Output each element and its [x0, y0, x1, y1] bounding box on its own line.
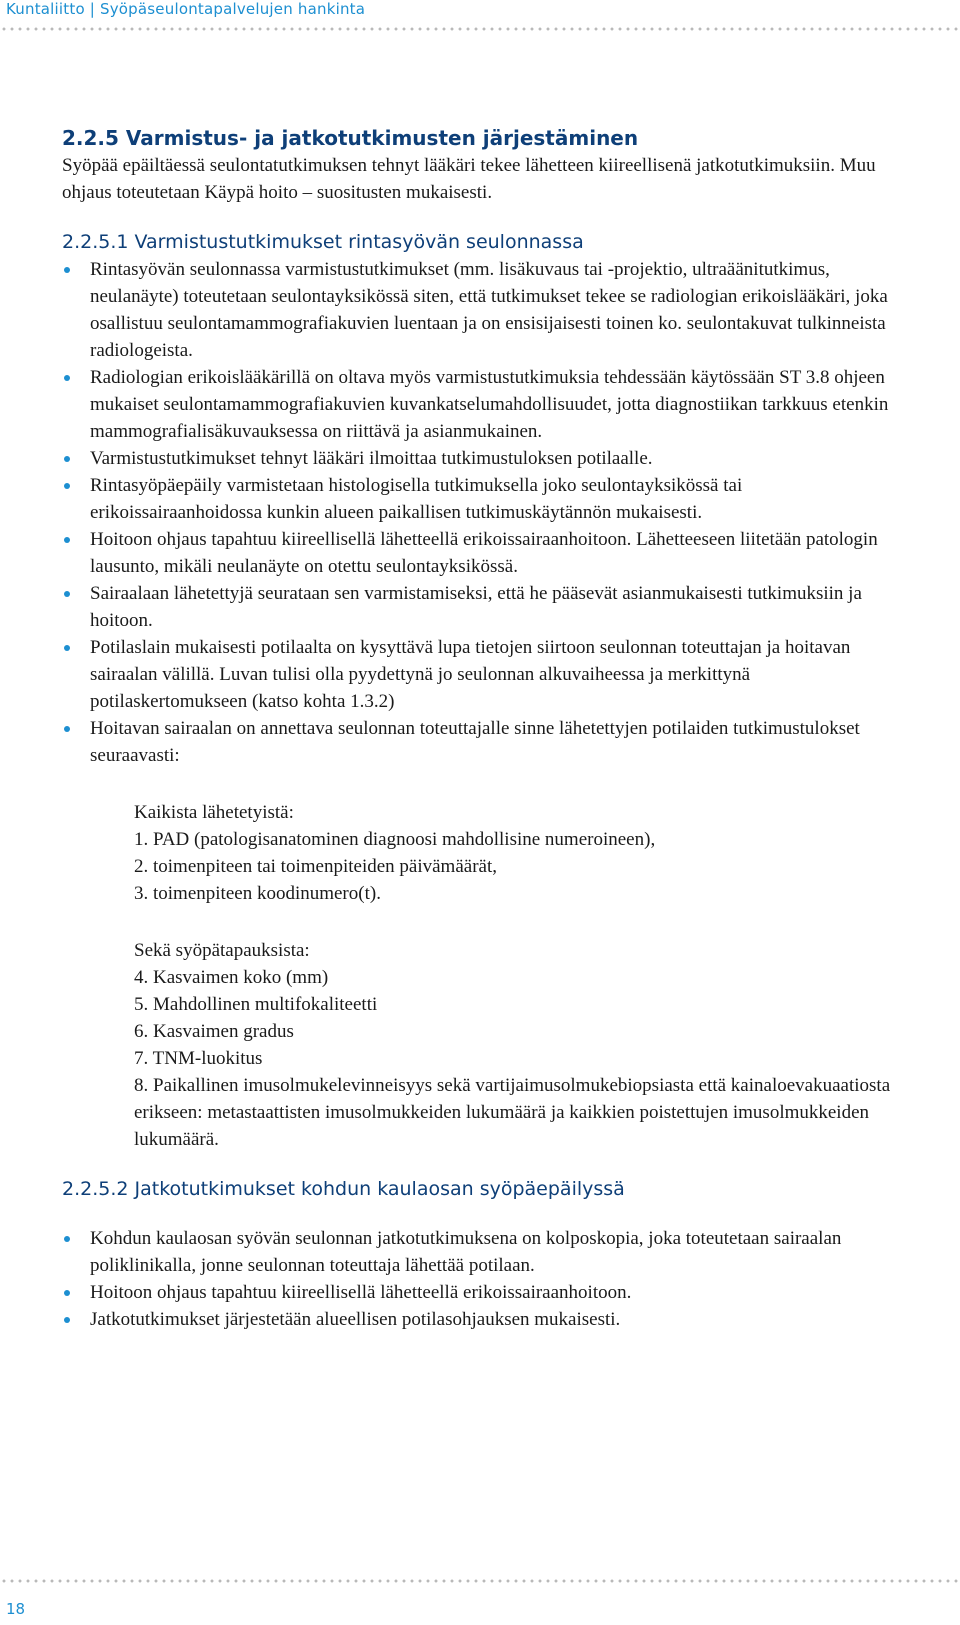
page-number: 18 [6, 1600, 26, 1618]
results-list-item: 8. Paikallinen imusolmukelevinneisyys sekä vartijaimusolmukebiopsiasta että kainaloevakuaatiosta erikseen: metastaattisten imusolmukkeiden lukumäärä ja kaikkien poistettujen imusolmukkeiden lukumäärä. [134, 1075, 891, 1150]
list-item: Hoitoon ohjaus tapahtuu kiireellisellä lähetteellä erikoissairaanhoitoon. Lähetteeseen liitetään patologin lausunto, mikäli neulanäyte on otettu seulontayksikössä. [62, 526, 892, 580]
results-list-cancer-cases [62, 937, 892, 1153]
results-list-item: 6. Kasvaimen gradus [134, 1021, 294, 1042]
results-list-all-referred [62, 799, 892, 907]
list-item: Rintasyövän seulonnassa varmistustutkimukset (mm. lisäkuvaus tai -projektio, ultraäänitutkimus, neulanäyte) toteutetaan seulontayksikössä siten, että tutkimukset tekee se radiologian erikoislääkäri, joka osallistuu seulontamammografiakuvien luentaan ja on ensisijaisesti toinen ko. seulontakuvat tulkinneista radiologeista. [62, 256, 892, 364]
results-list-item: 4. Kasvaimen koko (mm) [134, 967, 329, 988]
page-content [62, 124, 892, 1333]
subsection-heading-2-2-5-1: 2.2.5.1 Varmistustutkimukset rintasyövän seulonnassa [62, 231, 584, 253]
results-list-item: 1. PAD (patologisanatominen diagnoosi mahdollisine numeroineen), [134, 829, 656, 850]
bullet-list-cervical-screening [62, 1225, 892, 1333]
list-item: Varmistustutkimukset tehnyt lääkäri ilmoittaa tutkimustuloksen potilaalle. [62, 445, 892, 472]
subsection-heading-2-2-5-2: 2.2.5.2 Jatkotutkimukset kohdun kaulaosan syöpäepäilyssä [62, 1178, 625, 1200]
list-item: Jatkotutkimukset järjestetään alueellisen potilasohjauksen mukaisesti. [62, 1306, 892, 1333]
footer-dotted-rule [0, 1579, 960, 1583]
section-heading-2-2-5: 2.2.5 Varmistus- ja jatkotutkimusten järjestäminen [62, 126, 639, 150]
results-list-item: 5. Mahdollinen multifokaliteetti [134, 994, 378, 1015]
bullet-list-breast-screening [62, 256, 892, 769]
results-list-heading: Kaikista lähetetyistä: [134, 802, 294, 823]
header-title: Kuntaliitto | Syöpäseulontapalvelujen hankinta [6, 0, 366, 18]
results-list-heading: Sekä syöpätapauksista: [134, 940, 310, 961]
list-item: Hoitavan sairaalan on annettava seulonnan toteuttajalle sinne lähetettyjen potilaiden tutkimustulokset seuraavasti: [62, 715, 892, 769]
list-item: Potilaslain mukaisesti potilaalta on kysyttävä lupa tietojen siirtoon seulonnan toteuttajan ja hoitavan sairaalan välillä. Luvan tulisi olla pyydettynä jo seulonnan alkuvaiheessa ja merkittynä potilaskertomukseen (katso kohta 1.3.2) [62, 634, 892, 715]
list-item: Kohdun kaulaosan syövän seulonnan jatkotutkimuksena on kolposkopia, joka toteutetaan sairaalan poliklinikalla, jonne seulonnan toteuttaja lähettää potilaan. [62, 1225, 892, 1279]
results-list-item: 3. toimenpiteen koodinumero(t). [134, 883, 381, 904]
list-item: Radiologian erikoislääkärillä on oltava myös varmistustutkimuksia tehdessään käytössään ST 3.8 ohjeen mukaiset seulontamammografiakuvien kuvankatselumahdollisuudet, jotta diagnostiikan tarkkuus etenkin mammografialisäkuvauksessa on riittävä ja asianmukainen. [62, 364, 892, 445]
results-list-item: 2. toimenpiteen tai toimenpiteiden päivämäärät, [134, 856, 497, 877]
header-dotted-rule [0, 27, 960, 31]
section-paragraph: Syöpää epäiltäessä seulontatutkimuksen tehnyt lääkäri tekee lähetteen kiireellisenä jatkotutkimuksiin. Muu ohjaus toteutetaan Käypä hoito – suositusten mukaisesti. [62, 155, 876, 203]
list-item: Hoitoon ohjaus tapahtuu kiireellisellä lähetteellä erikoissairaanhoitoon. [62, 1279, 892, 1306]
list-item: Sairaalaan lähetettyjä seurataan sen varmistamiseksi, että he pääsevät asianmukaisesti tutkimuksiin ja hoitoon. [62, 580, 892, 634]
results-list-item: 7. TNM-luokitus [134, 1048, 263, 1069]
list-item: Rintasyöpäepäily varmistetaan histologisella tutkimuksella joko seulontayksikössä tai erikoissairaanhoidossa kunkin alueen paikallisen tutkimuskäytännön mukaisesti. [62, 472, 892, 526]
